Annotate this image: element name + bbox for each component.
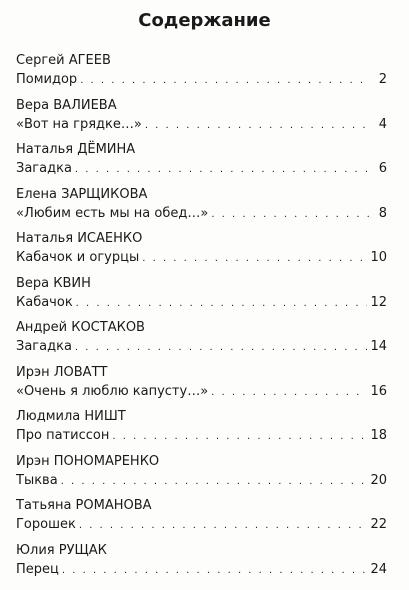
work-title[interactable]: Кабачок и огурцы bbox=[16, 250, 140, 265]
author-name: Наталья ИСАЕНКО bbox=[16, 231, 143, 246]
work-title[interactable]: Тыква bbox=[16, 472, 58, 488]
toc-entry[interactable] bbox=[16, 542, 387, 587]
toc-entry[interactable] bbox=[16, 230, 387, 275]
toc-entry[interactable] bbox=[16, 186, 387, 231]
toc-line bbox=[16, 426, 387, 445]
page-number: 6 bbox=[378, 161, 387, 176]
author-name: Андрей КОСТАКОВ bbox=[16, 320, 145, 335]
page-number: 16 bbox=[370, 383, 387, 399]
toc-line bbox=[16, 204, 387, 223]
work-title[interactable]: Кабачок bbox=[16, 294, 73, 310]
toc-entry[interactable] bbox=[16, 497, 387, 542]
work-title[interactable]: Горошек bbox=[16, 517, 76, 532]
toc-line bbox=[16, 159, 387, 178]
toc-entry[interactable] bbox=[16, 97, 387, 142]
work-title[interactable]: «Вот на грядке…» bbox=[16, 116, 142, 132]
dot-leader bbox=[80, 71, 370, 90]
page-number: 4 bbox=[378, 116, 387, 132]
dot-leader bbox=[145, 116, 370, 135]
work-title[interactable]: Помидор bbox=[16, 72, 78, 87]
toc-entry[interactable] bbox=[16, 52, 387, 97]
work-title[interactable]: Загадка bbox=[16, 161, 72, 176]
dot-leader bbox=[79, 516, 368, 535]
author-name: Ирэн ПОНОМАРЕНКО bbox=[16, 453, 160, 469]
author-name: Сергей АГЕЕВ bbox=[16, 53, 111, 68]
dot-leader bbox=[62, 561, 368, 580]
toc-entry[interactable] bbox=[16, 408, 387, 453]
page-number: 10 bbox=[370, 250, 387, 265]
work-title[interactable]: Перец bbox=[16, 561, 59, 577]
page-number: 2 bbox=[378, 72, 387, 87]
author-name: Юлия РУЩАК bbox=[16, 542, 107, 558]
page-number: 24 bbox=[370, 561, 387, 577]
dot-leader bbox=[75, 338, 368, 357]
author-name: Наталья ДЁМИНА bbox=[16, 142, 136, 157]
toc-entry[interactable] bbox=[16, 141, 387, 186]
author-name: Вера КВИН bbox=[16, 275, 91, 291]
page-number: 14 bbox=[370, 339, 387, 354]
dot-leader bbox=[211, 205, 370, 224]
page-number: 12 bbox=[370, 294, 387, 310]
author-name: Ирэн ЛОВАТТ bbox=[16, 364, 108, 380]
dot-leader bbox=[61, 472, 368, 491]
page-number: 22 bbox=[370, 517, 387, 532]
toc-entry[interactable] bbox=[16, 275, 387, 320]
author-name: Вера ВАЛИЕВА bbox=[16, 97, 117, 113]
page-number: 20 bbox=[370, 472, 387, 488]
work-title[interactable]: «Очень я люблю капусту…» bbox=[16, 383, 209, 399]
dot-leader bbox=[211, 383, 367, 402]
toc-entry[interactable] bbox=[16, 364, 387, 409]
author-name: Людмила НИШТ bbox=[16, 409, 126, 424]
work-title[interactable]: Загадка bbox=[16, 339, 72, 354]
author-name: Елена ЗАРЩИКОВА bbox=[16, 186, 148, 202]
toc-line bbox=[16, 115, 387, 134]
page-title: Содержание bbox=[138, 10, 271, 31]
page-number: 18 bbox=[370, 428, 387, 443]
work-title[interactable]: «Любим есть мы на обед…» bbox=[16, 205, 209, 221]
toc-line bbox=[16, 471, 387, 490]
author-name: Татьяна РОМАНОВА bbox=[16, 498, 152, 513]
toc-line bbox=[16, 515, 387, 534]
toc-line bbox=[16, 70, 387, 89]
dot-leader bbox=[142, 249, 367, 268]
dot-leader bbox=[112, 427, 367, 446]
table-of-contents bbox=[16, 52, 387, 586]
dot-leader bbox=[76, 294, 368, 313]
toc-entry[interactable] bbox=[16, 319, 387, 364]
toc-entry[interactable] bbox=[16, 453, 387, 498]
toc-line bbox=[16, 382, 387, 401]
toc-line bbox=[16, 560, 387, 579]
page-number: 8 bbox=[378, 205, 387, 221]
dot-leader bbox=[75, 160, 370, 179]
work-title[interactable]: Про патиссон bbox=[16, 428, 110, 443]
toc-line bbox=[16, 248, 387, 267]
toc-line bbox=[16, 293, 387, 312]
toc-line bbox=[16, 337, 387, 356]
